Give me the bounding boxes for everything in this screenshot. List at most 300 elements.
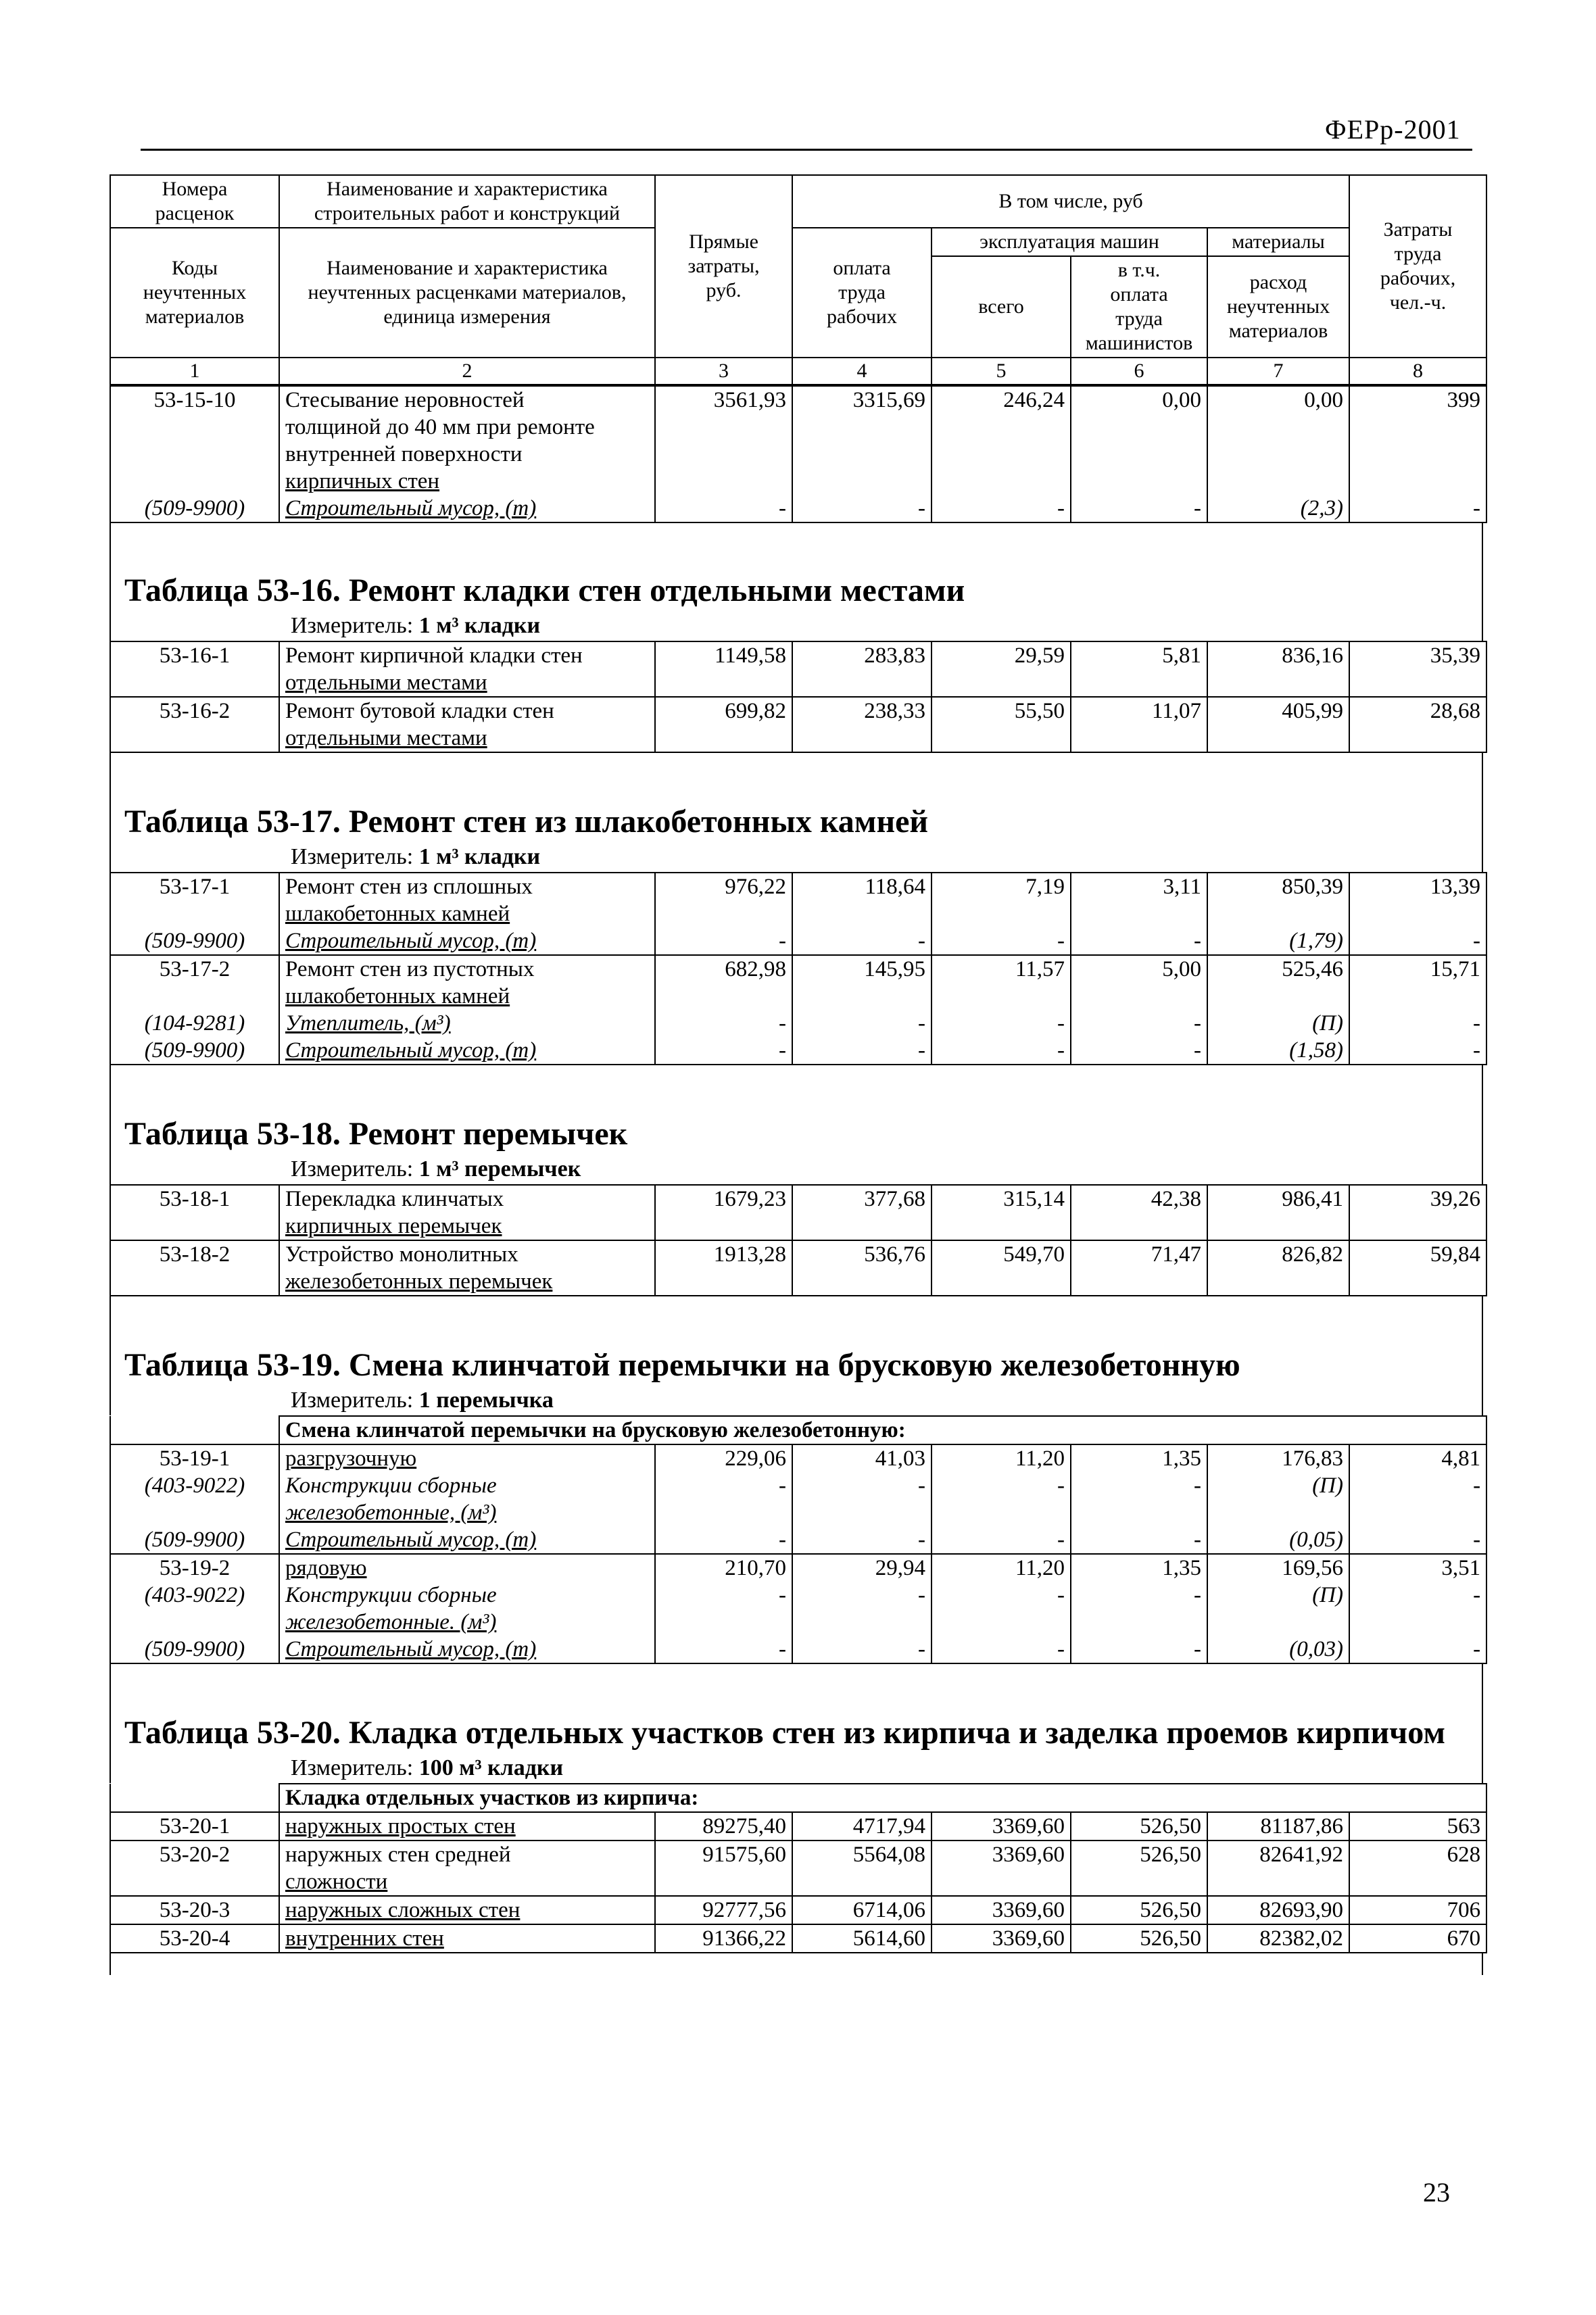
material-row (110, 927, 1486, 955)
work-name-line: Стесывание неровностей (285, 388, 525, 412)
section-gap (110, 1953, 1483, 1975)
meter-label: Измеритель: (291, 613, 414, 638)
work-name (279, 495, 655, 522)
work-name-line: наружных стен средней (285, 1843, 511, 1867)
rate-code: (104-9281) (110, 1010, 279, 1037)
value-materials: 82693,90 (1207, 1896, 1349, 1924)
work-name-line: наружных простых стен (285, 1814, 516, 1838)
column-number: 3 (655, 358, 792, 385)
section-gap (110, 1065, 1483, 1087)
column-header-table (110, 174, 1487, 385)
value-man-hours: - (1349, 1526, 1486, 1554)
header-text: Наименование и характеристика (327, 178, 608, 200)
meter-line (111, 1753, 1482, 1783)
header-text: Затраты (1383, 218, 1453, 241)
header-rule (141, 149, 1472, 151)
rate-row (110, 1924, 1486, 1953)
value-materials: 850,39 (1207, 873, 1349, 927)
rate-row (110, 1185, 1486, 1240)
work-name-line: Ремонт бутовой кладки стен (285, 699, 554, 723)
header-group-materials: материалы (1207, 228, 1349, 256)
value-mach-total: 246,24 (932, 386, 1071, 495)
value-labor: - (792, 1526, 932, 1554)
rate-code: 53-17-2 (110, 955, 279, 1010)
work-name (279, 873, 655, 927)
value-mach-total: - (932, 1526, 1071, 1554)
value-direct: 1679,23 (655, 1185, 792, 1240)
value-materials: (1,79) (1207, 927, 1349, 955)
meter-value: 1 перемычка (418, 1388, 554, 1413)
value-mach-labor: 5,00 (1071, 955, 1207, 1010)
column-number: 8 (1349, 358, 1486, 385)
value-mach-total: - (932, 1636, 1071, 1663)
value-mach-labor: 0,00 (1071, 386, 1207, 495)
value-labor: 283,83 (792, 641, 932, 697)
value-mach-total: - (932, 495, 1071, 522)
material-row (110, 1526, 1486, 1554)
column-number: 5 (932, 358, 1071, 385)
value-man-hours: 28,68 (1349, 697, 1486, 752)
value-mach-labor: 3,11 (1071, 873, 1207, 927)
value-direct: - (655, 1526, 792, 1554)
value-labor: 145,95 (792, 955, 932, 1010)
rate-code: (403-9022) (110, 1472, 279, 1526)
value-materials: 826,82 (1207, 1240, 1349, 1296)
header-text: труда (1115, 308, 1163, 330)
work-name-line: наружных сложных стен (285, 1898, 521, 1922)
work-name-line: внутренней поверхности (285, 442, 523, 466)
rates-table (110, 1415, 1487, 1664)
work-name-line: сложности (285, 1870, 388, 1894)
value-man-hours: - (1349, 1037, 1486, 1065)
value-labor: 118,64 (792, 873, 932, 927)
header-text: труда (838, 281, 886, 303)
work-name-line: Строительный мусор, (т) (285, 1038, 537, 1063)
rate-row (110, 697, 1486, 752)
header-text: неучтенных расценками материалов, (308, 281, 627, 303)
table-section (110, 1087, 1483, 1184)
material-row (110, 1582, 1486, 1636)
header-col1-bottom (110, 228, 279, 358)
value-direct: 3561,93 (655, 386, 792, 495)
value-materials: (1,58) (1207, 1037, 1349, 1065)
value-direct: 976,22 (655, 873, 792, 927)
value-man-hours: 399 (1349, 386, 1486, 495)
value-direct: 229,06 (655, 1444, 792, 1472)
table-title: Таблица 53-19. Смена клинчатой перемычки на брусковую железобетонную (124, 1347, 1240, 1383)
value-mach-total: - (932, 1010, 1071, 1037)
rates-table (110, 385, 1487, 523)
table-section (110, 1686, 1483, 1783)
work-name-line: внутренних стен (285, 1926, 444, 1951)
meter-label: Измеритель: (291, 844, 414, 869)
value-labor: 4717,94 (792, 1812, 932, 1841)
rate-code: 53-16-2 (110, 697, 279, 752)
section-gap (110, 1664, 1483, 1686)
header-col7 (1207, 256, 1349, 358)
value-mach-total: 55,50 (932, 697, 1071, 752)
value-direct: 210,70 (655, 1554, 792, 1582)
header-text: труда (1394, 243, 1442, 265)
value-mach-labor: - (1071, 1636, 1207, 1663)
header-text: строительных работ и конструкций (314, 202, 621, 224)
column-number: 4 (792, 358, 932, 385)
value-mach-total: 3369,60 (932, 1812, 1071, 1841)
value-labor: 5564,08 (792, 1841, 932, 1896)
rates-table (110, 1184, 1487, 1296)
document-code: ФЕРр-2001 (1325, 114, 1461, 145)
meter-line (111, 842, 1482, 872)
work-name (279, 1444, 655, 1472)
work-name (279, 1582, 655, 1636)
value-mach-labor: 1,35 (1071, 1554, 1207, 1582)
work-name-line: кирпичных стен (285, 469, 440, 493)
page-number: 23 (1423, 2177, 1450, 2208)
value-labor: - (792, 1636, 932, 1663)
value-mach-total: 11,57 (932, 955, 1071, 1010)
table-section (110, 543, 1483, 641)
value-labor: 29,94 (792, 1554, 932, 1582)
header-text: Прямые (689, 230, 758, 253)
value-direct: - (655, 1472, 792, 1526)
header-col8 (1349, 175, 1486, 358)
meter-label: Измеритель: (291, 1755, 414, 1780)
work-name (279, 1526, 655, 1554)
header-col3 (655, 175, 792, 358)
work-name-line: Ремонт стен из пустотных (285, 957, 535, 981)
table-title: Таблица 53-17. Ремонт стен из шлакобетонных камней (124, 804, 929, 839)
value-direct: - (655, 1636, 792, 1663)
column-number: 1 (110, 358, 279, 385)
work-name-line: железобетонные, (м³) (285, 1501, 497, 1525)
value-direct: 91366,22 (655, 1924, 792, 1953)
rate-code: (403-9022) (110, 1582, 279, 1636)
rates-document (110, 174, 1486, 1975)
value-mach-total: 549,70 (932, 1240, 1071, 1296)
work-name (279, 641, 655, 697)
header-text: машинистов (1085, 332, 1193, 354)
value-man-hours: 59,84 (1349, 1240, 1486, 1296)
work-name (279, 1924, 655, 1953)
value-mach-labor: 5,81 (1071, 641, 1207, 697)
work-name (279, 1010, 655, 1037)
meter-value: 1 м³ кладки (418, 844, 541, 869)
meter-label: Измеритель: (291, 1388, 414, 1413)
work-name-line: толщиной до 40 мм при ремонте (285, 415, 595, 439)
value-materials: (П) (1207, 1472, 1349, 1526)
work-name (279, 1037, 655, 1065)
value-man-hours: - (1349, 1636, 1486, 1663)
rate-row (110, 386, 1486, 495)
value-man-hours: - (1349, 927, 1486, 955)
value-mach-total: - (932, 927, 1071, 955)
rate-code: 53-16-1 (110, 641, 279, 697)
value-mach-total: 315,14 (932, 1185, 1071, 1240)
value-direct: 89275,40 (655, 1812, 792, 1841)
work-name-line: Конструкции сборные (285, 1583, 497, 1607)
meter-line (111, 1154, 1482, 1184)
rate-row (110, 873, 1486, 927)
value-direct: - (655, 927, 792, 955)
header-text: материалов (145, 306, 245, 328)
value-mach-labor: - (1071, 927, 1207, 955)
column-number: 6 (1071, 358, 1207, 385)
column-number: 2 (279, 358, 655, 385)
material-row (110, 1037, 1486, 1065)
rate-code: 53-18-1 (110, 1185, 279, 1240)
value-mach-labor: - (1071, 1526, 1207, 1554)
work-name (279, 1841, 655, 1896)
header-text: неучтенных (143, 281, 247, 303)
work-name-line: Строительный мусор, (т) (285, 496, 537, 520)
rate-row (110, 1554, 1486, 1582)
work-name-line: Ремонт кирпичной кладки стен (285, 643, 583, 668)
value-labor: 3315,69 (792, 386, 932, 495)
group-subheader: Кладка отдельных участков из кирпича: (279, 1784, 1486, 1812)
work-name-line: железобетонных перемычек (285, 1269, 553, 1294)
value-direct: 92777,56 (655, 1896, 792, 1924)
section-gap (110, 1296, 1483, 1318)
value-mach-labor: 526,50 (1071, 1924, 1207, 1953)
value-labor: 6714,06 (792, 1896, 932, 1924)
value-materials: 169,56 (1207, 1554, 1349, 1582)
header-text: материалов (1228, 320, 1328, 342)
value-mach-labor: 42,38 (1071, 1185, 1207, 1240)
rate-code: 53-17-1 (110, 873, 279, 927)
work-name-line: Устройство монолитных (285, 1242, 518, 1267)
value-materials: 0,00 (1207, 386, 1349, 495)
work-name-line: разгрузочную (285, 1446, 417, 1471)
work-name (279, 1636, 655, 1663)
value-materials: 986,41 (1207, 1185, 1349, 1240)
value-labor: 536,76 (792, 1240, 932, 1296)
value-mach-labor: 526,50 (1071, 1812, 1207, 1841)
value-labor: - (792, 1472, 932, 1526)
table-title: Таблица 53-18. Ремонт перемычек (124, 1116, 628, 1152)
header-group-machines: эксплуатация машин (932, 228, 1207, 256)
value-mach-total: 3369,60 (932, 1896, 1071, 1924)
header-text: оплата (1110, 283, 1168, 306)
value-mach-total: 11,20 (932, 1444, 1071, 1472)
rate-row (110, 955, 1486, 1010)
meter-value: 1 м³ перемычек (418, 1156, 581, 1181)
value-man-hours: - (1349, 1010, 1486, 1037)
section-gap (110, 753, 1483, 775)
value-direct: - (655, 495, 792, 522)
subheader-spacer (110, 1416, 279, 1444)
rate-code: (509-9900) (110, 927, 279, 955)
value-direct: 91575,60 (655, 1841, 792, 1896)
value-materials: 82641,92 (1207, 1841, 1349, 1896)
work-name (279, 955, 655, 1010)
work-name-line: отдельными местами (285, 726, 487, 750)
value-labor: - (792, 495, 932, 522)
column-number: 7 (1207, 358, 1349, 385)
value-man-hours: 35,39 (1349, 641, 1486, 697)
header-text: расход (1249, 271, 1307, 293)
value-direct: - (655, 1582, 792, 1636)
table-section (110, 775, 1483, 872)
rate-code: 53-20-4 (110, 1924, 279, 1953)
rate-code: (509-9900) (110, 1037, 279, 1065)
value-man-hours: 563 (1349, 1812, 1486, 1841)
section-gap (110, 523, 1483, 543)
header-col5: всего (932, 256, 1071, 358)
header-group-in-total: В том числе, руб (792, 175, 1349, 228)
value-materials: (0,03) (1207, 1636, 1349, 1663)
header-text: расценок (155, 202, 235, 224)
subheader-spacer (110, 1784, 279, 1812)
meter-line (111, 611, 1482, 641)
value-materials: 82382,02 (1207, 1924, 1349, 1953)
work-name (279, 1896, 655, 1924)
rate-code: 53-19-1 (110, 1444, 279, 1472)
value-mach-labor: - (1071, 1582, 1207, 1636)
rate-code: 53-19-2 (110, 1554, 279, 1582)
material-row (110, 1636, 1486, 1663)
work-name (279, 1812, 655, 1841)
value-mach-labor: - (1071, 1010, 1207, 1037)
value-man-hours: 4,81 (1349, 1444, 1486, 1472)
value-materials: 836,16 (1207, 641, 1349, 697)
work-name-line: Утеплитель, (м³) (285, 1011, 451, 1035)
value-labor: - (792, 1010, 932, 1037)
value-mach-labor: 526,50 (1071, 1841, 1207, 1896)
value-materials: (П) (1207, 1010, 1349, 1037)
table-title: Таблица 53-20. Кладка отдельных участков стен из кирпича и заделка проемов кирпичом (124, 1715, 1446, 1751)
value-mach-total: - (932, 1472, 1071, 1526)
work-name (279, 1554, 655, 1582)
group-subheader: Смена клинчатой перемычки на брусковую железобетонную: (279, 1416, 1486, 1444)
value-man-hours: - (1349, 1582, 1486, 1636)
header-text: в т.ч. (1117, 259, 1161, 281)
header-text: Коды (171, 257, 218, 279)
work-name (279, 386, 655, 495)
header-text: рабочих, (1380, 267, 1456, 289)
meter-line (111, 1386, 1482, 1415)
work-name-line: кирпичных перемычек (285, 1214, 502, 1238)
work-name-line: Строительный мусор, (т) (285, 1528, 537, 1552)
value-mach-total: - (932, 1582, 1071, 1636)
value-man-hours: - (1349, 1472, 1486, 1526)
value-materials: (0,05) (1207, 1526, 1349, 1554)
value-direct: 1149,58 (655, 641, 792, 697)
value-mach-total: 29,59 (932, 641, 1071, 697)
value-direct: - (655, 1010, 792, 1037)
rate-row (110, 1841, 1486, 1896)
table-title: Таблица 53-16. Ремонт кладки стен отдельными местами (124, 572, 965, 608)
meter-value: 100 м³ кладки (418, 1755, 564, 1780)
header-col4 (792, 228, 932, 358)
value-materials: (2,3) (1207, 495, 1349, 522)
header-col2-top (279, 175, 655, 228)
rate-code: 53-20-2 (110, 1841, 279, 1896)
header-text: рабочих (827, 306, 897, 328)
value-materials: (П) (1207, 1582, 1349, 1636)
work-name-line: Перекладка клинчатых (285, 1187, 504, 1211)
value-mach-total: - (932, 1037, 1071, 1065)
value-man-hours: 13,39 (1349, 873, 1486, 927)
header-text: руб. (706, 279, 742, 301)
value-man-hours: 3,51 (1349, 1554, 1486, 1582)
material-row (110, 1472, 1486, 1526)
value-man-hours: 706 (1349, 1896, 1486, 1924)
header-col1-top (110, 175, 279, 228)
value-labor: 377,68 (792, 1185, 932, 1240)
value-labor: - (792, 1582, 932, 1636)
work-name-line: Строительный мусор, (т) (285, 1637, 537, 1661)
rates-table (110, 641, 1487, 753)
rates-table (110, 872, 1487, 1065)
value-mach-total: 3369,60 (932, 1924, 1071, 1953)
rate-code: (509-9900) (110, 495, 279, 522)
value-man-hours: 39,26 (1349, 1185, 1486, 1240)
meter-value: 1 м³ кладки (418, 613, 541, 638)
rate-code: 53-20-3 (110, 1896, 279, 1924)
work-name-line: рядовую (285, 1556, 367, 1580)
work-name-line: Ремонт стен из сплошных (285, 875, 533, 899)
work-name-line: Конструкции сборные (285, 1473, 497, 1498)
header-col2-bottom (279, 228, 655, 358)
value-mach-total: 3369,60 (932, 1841, 1071, 1896)
rate-code: 53-20-1 (110, 1812, 279, 1841)
header-text: единица измерения (383, 306, 551, 328)
value-materials: 176,83 (1207, 1444, 1349, 1472)
value-mach-labor: 526,50 (1071, 1896, 1207, 1924)
rate-row (110, 1896, 1486, 1924)
value-man-hours: 670 (1349, 1924, 1486, 1953)
material-row (110, 495, 1486, 522)
value-direct: - (655, 1037, 792, 1065)
value-mach-total: 11,20 (932, 1554, 1071, 1582)
value-mach-labor: 1,35 (1071, 1444, 1207, 1472)
value-man-hours: 628 (1349, 1841, 1486, 1896)
work-name (279, 927, 655, 955)
value-labor: 41,03 (792, 1444, 932, 1472)
rate-row (110, 1240, 1486, 1296)
rate-code: (509-9900) (110, 1526, 279, 1554)
rate-code: (509-9900) (110, 1636, 279, 1663)
header-text: неучтенных (1226, 295, 1330, 318)
value-materials: 405,99 (1207, 697, 1349, 752)
work-name-line: шлакобетонных камней (285, 902, 510, 926)
work-name-line: Строительный мусор, (т) (285, 929, 537, 953)
value-labor: - (792, 1037, 932, 1065)
value-mach-total: 7,19 (932, 873, 1071, 927)
rate-code: 53-15-10 (110, 386, 279, 495)
rate-row (110, 1444, 1486, 1472)
value-mach-labor: - (1071, 1472, 1207, 1526)
value-labor: 5614,60 (792, 1924, 932, 1953)
value-mach-labor: - (1071, 495, 1207, 522)
work-name (279, 1240, 655, 1296)
material-row (110, 1010, 1486, 1037)
tables-container (110, 385, 1486, 1975)
header-text: Номера (162, 178, 228, 200)
rate-code: 53-18-2 (110, 1240, 279, 1296)
value-mach-labor: 11,07 (1071, 697, 1207, 752)
value-man-hours: - (1349, 495, 1486, 522)
value-labor: - (792, 927, 932, 955)
header-text: затраты, (687, 255, 760, 277)
work-name (279, 697, 655, 752)
value-labor: 238,33 (792, 697, 932, 752)
rates-table (110, 1783, 1487, 1953)
value-direct: 1913,28 (655, 1240, 792, 1296)
work-name (279, 1185, 655, 1240)
header-text: оплата (833, 257, 891, 279)
meter-label: Измеритель: (291, 1156, 414, 1181)
